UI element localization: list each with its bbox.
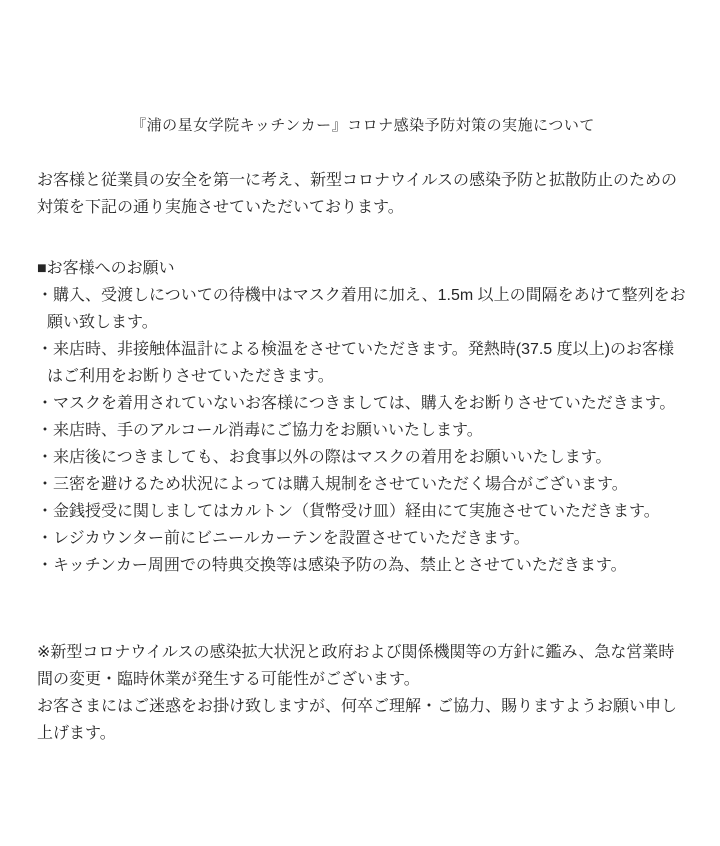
list-item (37, 282, 689, 336)
list-item-text: マスクを着用されていないお客様につきましては、購入をお断りさせていただきます。 (53, 395, 676, 412)
list-item-text: レジカウンター前にビニールカーテンを設置させていただきます。 (53, 530, 530, 547)
list-item (37, 417, 689, 444)
bullet-marker: ・ (37, 341, 54, 358)
document-title: 『浦の星女学院キッチンカー』コロナ感染予防対策の実施について (131, 117, 595, 134)
list-item (37, 471, 689, 498)
list-item-text: 金銭授受に関しましてはカルトン（貨幣受け皿）経由にて実施させていただきます。 (53, 503, 660, 520)
list-item-text: 三密を避けるため状況によっては購入規制をさせていただく場合がございます。 (53, 476, 628, 493)
list-item (37, 498, 689, 525)
list-item-text: キッチンカー周囲での特典交換等は感染予防の為、禁止とさせていただきます。 (53, 557, 627, 574)
bullet-marker: ・ (37, 422, 54, 439)
request-list (37, 282, 689, 579)
bullet-marker: ・ (37, 530, 54, 547)
closing-notes (37, 639, 689, 747)
list-item (37, 552, 689, 579)
bullet-marker: ・ (37, 503, 54, 520)
section-header-customer-requests: ■お客様へのお願い (37, 260, 175, 277)
list-item-text: 購入、受渡しについての待機中はマスク着用に加え、1.5m 以上の間隔をあけて整列をお願い致します。 (47, 287, 686, 331)
list-item (37, 390, 689, 417)
list-item (37, 444, 689, 471)
list-item-text: 来店時、手のアルコール消毒にご協力をお願いいたします。 (53, 422, 483, 439)
note-paragraph-schedule-change: ※新型コロナウイルスの感染拡大状況と政府および関係機関等の方針に鑑み、急な営業時間の変更・臨時休業が発生する可能性がございます。 (37, 644, 675, 688)
list-item (37, 336, 689, 390)
bullet-marker: ・ (37, 395, 54, 412)
note-paragraph-apology: お客さまにはご迷惑をお掛け致しますが、何卒ご理解・ご協力、賜りますようお願い申し上げます。 (37, 698, 678, 742)
list-item-text: 来店時、非接触体温計による検温をさせていただきます。発熱時(37.5 度以上)のお客様はご利用をお断りさせていただきます。 (47, 341, 674, 385)
bullet-marker: ・ (37, 287, 54, 304)
bullet-marker: ・ (37, 557, 54, 574)
bullet-marker: ・ (37, 449, 54, 466)
intro-paragraph: お客様と従業員の安全を第一に考え、新型コロナウイルスの感染予防と拡散防止のための対策を下記の通り実施させていただいております。 (37, 172, 678, 216)
list-item (37, 525, 689, 552)
list-item-text: 来店後につきましても、お食事以外の際はマスクの着用をお願いいたします。 (53, 449, 612, 466)
bullet-marker: ・ (37, 476, 54, 493)
